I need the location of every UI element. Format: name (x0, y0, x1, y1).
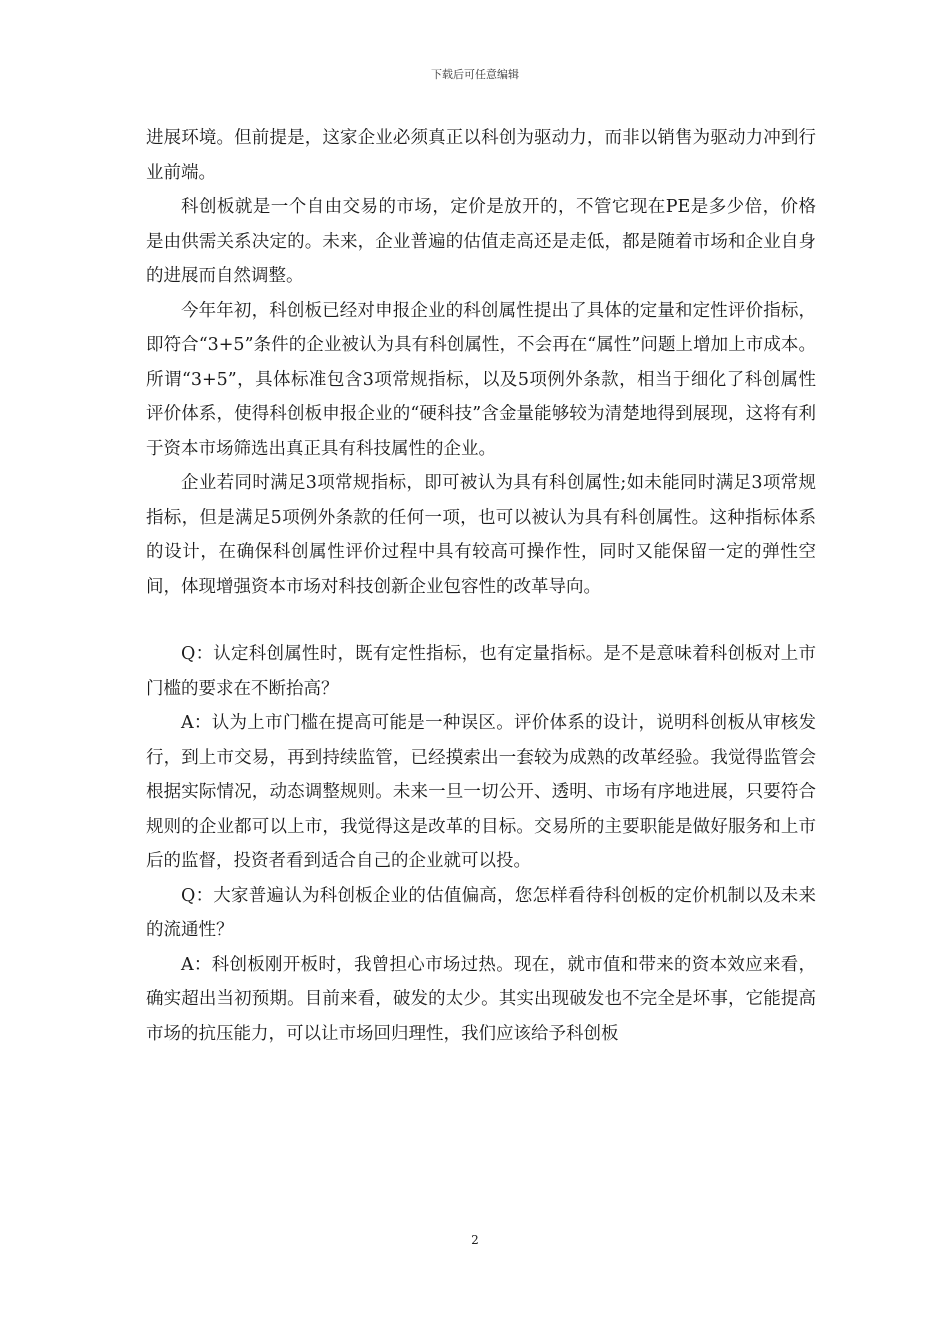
paragraph-pricing: 科创板就是一个自由交易的市场，定价是放开的，不管它现在PE是多少倍，价格是由供需关系决定的。未来，企业普遍的估值走高还是走低，都是随着市场和企业自身的进展而自然调整。 (146, 197, 816, 286)
answer-2: A：科创板刚开板时，我曾担心市场过热。现在，就市值和带来的资本效应来看，确实超出当初预期。目前来看，破发的太少。其实出现破发也不完全是坏事，它能提高市场的抗压能力，可以让市场回归理性，我们应该给予科创板 (146, 954, 816, 1044)
page-header: 下载后可任意编辑 (431, 68, 519, 81)
question-1: Q：认定科创属性时，既有定性指标，也有定量指标。是不是意味着科创板对上市门槛的要求在不断抬高？ (146, 644, 816, 699)
answer-1: A：认为上市门槛在提高可能是一种误区。评价体系的设计，说明科创板从审核发行，到上市交易，再到持续监管，已经摸索出一套较为成熟的改革经验。我觉得监管会根据实际情况，动态调整规则。未来一旦一切公开、透明、市场有序地进展，只要符合规则的企业都可以上市，我觉得这是改革的目标。交易所的主要职能是做好服务和上市后的监督，投资者看到适合自己的企业就可以投。 (146, 713, 816, 871)
paragraph-continuation: 进展环境。但前提是，这家企业必须真正以科创为驱动力，而非以销售为驱动力冲到行业前端。 (146, 128, 816, 183)
paragraph-criteria: 今年年初，科创板已经对申报企业的科创属性提出了具体的定量和定性评价指标，即符合“3+5”条件的企业被认为具有科创属性，不会再在“属性”问题上增加上市成本。所谓“3+5”，具体标准包含3项常规指标，以及5项例外条款，相当于细化了科创属性评价体系，使得科创板申报企业的“硬科技”含金量能够较为清楚地得到展现，这将有利于资本市场筛选出真正具有科技属性的企业。 (146, 300, 816, 459)
paragraph-gap (146, 604, 816, 637)
question-2: Q：大家普遍认为科创板企业的估值偏高，您怎样看待科创板的定价机制以及未来的流通性？ (146, 885, 816, 940)
paragraph-indicators: 企业若同时满足3项常规指标，即可被认为具有科创属性;如未能同时满足3项常规指标，但是满足5项例外条款的任何一项，也可以被认为具有科创属性。这种指标体系的设计，在确保科创属性评价过程中具有较高可操作性，同时又能保留一定的弹性空间，体现增强资本市场对科技创新企业包容性的改革导向。 (146, 473, 816, 597)
page-number: 2 (471, 1233, 479, 1247)
document-body (146, 121, 816, 1051)
